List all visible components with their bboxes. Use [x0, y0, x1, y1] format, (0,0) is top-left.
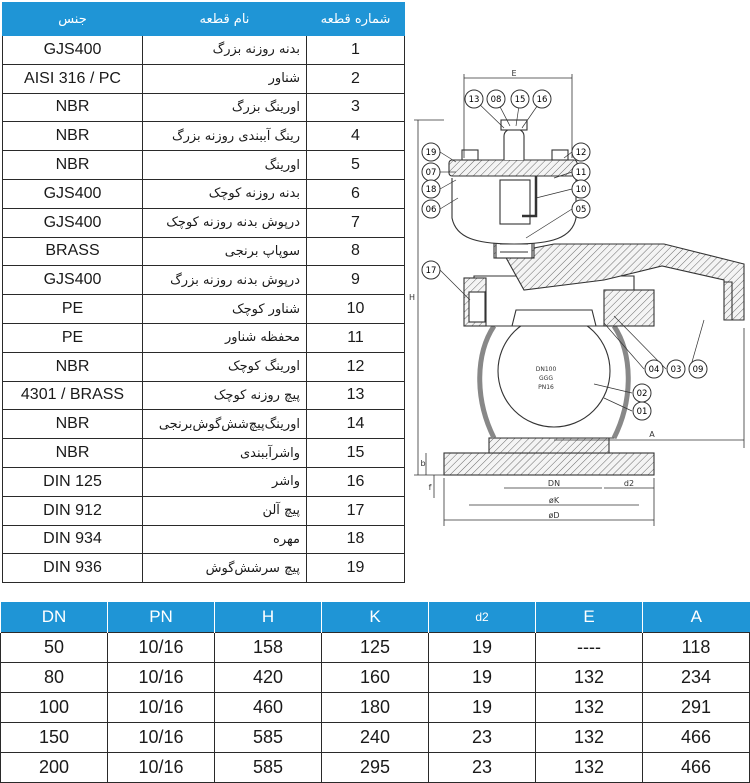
- dimension-cell: 180: [322, 692, 429, 722]
- part-name: اورینگ کوچک: [143, 352, 307, 381]
- dimension-row: [1, 632, 750, 662]
- dimension-cell: 118: [643, 632, 750, 662]
- parts-row: [3, 381, 405, 410]
- part-number: 9: [307, 266, 405, 295]
- dimension-header-k: K: [322, 602, 429, 632]
- svg-text:DN100: DN100: [535, 366, 557, 373]
- dimension-cell: 19: [429, 662, 536, 692]
- parts-row: [3, 266, 405, 295]
- bottom-flange: [444, 453, 654, 475]
- parts-row: [3, 179, 405, 208]
- part-name: پیچ سرشش‌گوش: [143, 554, 307, 583]
- callout-17: [422, 261, 440, 279]
- svg-text:16: 16: [536, 95, 548, 105]
- parts-row: [3, 352, 405, 381]
- parts-row: [3, 467, 405, 496]
- parts-row: [3, 496, 405, 525]
- dimension-cell: 132: [536, 662, 643, 692]
- dimension-cell: 23: [429, 722, 536, 752]
- callout-09: [689, 360, 707, 378]
- label-f: f: [428, 483, 432, 492]
- part-name: اورینگ بزرگ: [143, 93, 307, 122]
- part-name: محفظه شناور: [143, 323, 307, 352]
- part-material: DIN 934: [3, 525, 143, 554]
- dimension-cell: 19: [429, 632, 536, 662]
- parts-row: [3, 237, 405, 266]
- dimension-cell: 132: [536, 722, 643, 752]
- dimension-cell: 50: [1, 632, 108, 662]
- dimension-cell: 200: [1, 752, 108, 782]
- part-material: NBR: [3, 439, 143, 468]
- svg-text:05: 05: [575, 205, 587, 215]
- label-b: b: [420, 459, 426, 468]
- dimension-cell: 150: [1, 722, 108, 752]
- dimension-cell: 240: [322, 722, 429, 752]
- dimension-header-e: E: [536, 602, 643, 632]
- dimension-cell: 234: [643, 662, 750, 692]
- dimension-cell: 295: [322, 752, 429, 782]
- dimension-cell: 585: [215, 752, 322, 782]
- valve-outline: [444, 120, 744, 475]
- part-name: رینگ آببندی روزنه بزرگ: [143, 122, 307, 151]
- callout-08: [487, 90, 505, 108]
- label-H: H: [408, 293, 416, 302]
- part-material: NBR: [3, 410, 143, 439]
- dimension-cell: ----: [536, 632, 643, 662]
- svg-text:03: 03: [670, 365, 682, 375]
- dimension-cell: 132: [536, 752, 643, 782]
- callout-05: [572, 200, 590, 218]
- parts-row: [3, 439, 405, 468]
- part-number: 15: [307, 439, 405, 468]
- part-material: DIN 912: [3, 496, 143, 525]
- part-name: درپوش بدنه روزنه کوچک: [143, 208, 307, 237]
- part-name: واشرآببندی: [143, 439, 307, 468]
- svg-text:12: 12: [575, 148, 587, 158]
- parts-row: [3, 64, 405, 93]
- svg-text:02: 02: [636, 389, 648, 399]
- dimension-cell: 10/16: [108, 752, 215, 782]
- dimension-cell: 23: [429, 752, 536, 782]
- dimension-table: [0, 602, 750, 783]
- dimension-header-a: A: [643, 602, 750, 632]
- callout-07: [422, 163, 440, 181]
- part-material: DIN 936: [3, 554, 143, 583]
- part-name: واشر: [143, 467, 307, 496]
- small-cover: [449, 160, 577, 176]
- parts-table: [2, 2, 405, 583]
- parts-row: [3, 36, 405, 65]
- dimension-cell: 132: [536, 692, 643, 722]
- label-D: øD: [548, 511, 560, 520]
- callout-12: [572, 143, 590, 161]
- dimension-header-h: H: [215, 602, 322, 632]
- part-number: 10: [307, 295, 405, 324]
- part-number: 5: [307, 151, 405, 180]
- dimension-cell: 10/16: [108, 722, 215, 752]
- part-material: GJS400: [3, 36, 143, 65]
- label-DN: DN: [547, 479, 561, 488]
- svg-text:06: 06: [425, 205, 437, 215]
- part-material: GJS400: [3, 208, 143, 237]
- part-name: شناور کوچک: [143, 295, 307, 324]
- svg-text:GGG: GGG: [539, 375, 553, 382]
- dimension-cell: 100: [1, 692, 108, 722]
- part-name: بدنه روزنه بزرگ: [143, 36, 307, 65]
- part-number: 13: [307, 381, 405, 410]
- parts-header-row: [3, 3, 405, 36]
- dimension-row: [1, 692, 750, 722]
- part-number: 14: [307, 410, 405, 439]
- dimension-row: [1, 722, 750, 752]
- dimension-cell: 19: [429, 692, 536, 722]
- parts-row: [3, 208, 405, 237]
- part-name: پیچ آلن: [143, 496, 307, 525]
- part-number-header: شماره قطعه: [307, 3, 405, 36]
- parts-row: [3, 122, 405, 151]
- svg-text:11: 11: [575, 168, 587, 178]
- callout-03: [667, 360, 685, 378]
- dimension-cell: 160: [322, 662, 429, 692]
- part-material: 4301 / BRASS: [3, 381, 143, 410]
- parts-row: [3, 554, 405, 583]
- svg-text:PN16: PN16: [538, 384, 554, 391]
- svg-text:13: 13: [468, 95, 480, 105]
- part-name: اورینگ: [143, 151, 307, 180]
- part-name: پیچ روزنه کوچک: [143, 381, 307, 410]
- parts-body: [3, 36, 405, 583]
- part-number: 3: [307, 93, 405, 122]
- part-number: 11: [307, 323, 405, 352]
- dimension-body: [1, 632, 750, 782]
- dimension-header-pn: PN: [108, 602, 215, 632]
- svg-text:19: 19: [425, 148, 437, 158]
- part-material: NBR: [3, 122, 143, 151]
- part-number: 18: [307, 525, 405, 554]
- part-name: سوپاپ برنجی: [143, 237, 307, 266]
- part-number: 8: [307, 237, 405, 266]
- part-material: AISI 316 / PC: [3, 64, 143, 93]
- dimension-header-dn: DN: [1, 602, 108, 632]
- part-number: 12: [307, 352, 405, 381]
- dimension-cell: 158: [215, 632, 322, 662]
- part-name: درپوش بدنه روزنه بزرگ: [143, 266, 307, 295]
- dimension-cell: 10/16: [108, 632, 215, 662]
- part-number: 17: [307, 496, 405, 525]
- svg-text:18: 18: [425, 185, 437, 195]
- svg-text:15: 15: [514, 95, 526, 105]
- label-A: A: [649, 430, 655, 439]
- part-material: NBR: [3, 93, 143, 122]
- part-name: اورینگ‌پیچ‌شش‌گوش‌برنجی: [143, 410, 307, 439]
- dimension-cell: 466: [643, 752, 750, 782]
- svg-text:09: 09: [692, 365, 704, 375]
- callout-19: [422, 143, 440, 161]
- part-name: مهره: [143, 525, 307, 554]
- callout-11: [572, 163, 590, 181]
- part-number: 6: [307, 179, 405, 208]
- label-d2: d2: [623, 479, 635, 488]
- dimension-cell: 80: [1, 662, 108, 692]
- part-number: 19: [307, 554, 405, 583]
- dimension-cell: 420: [215, 662, 322, 692]
- svg-text:04: 04: [648, 365, 660, 375]
- dimension-cell: 585: [215, 722, 322, 752]
- callout-18: [422, 180, 440, 198]
- part-number: 4: [307, 122, 405, 151]
- part-material: BRASS: [3, 237, 143, 266]
- callout-02: [633, 384, 651, 402]
- callout-16: [533, 90, 551, 108]
- label-K: øK: [548, 496, 560, 505]
- dimension-row: [1, 662, 750, 692]
- valve-drawing: [404, 68, 750, 538]
- parts-row: [3, 323, 405, 352]
- svg-text:07: 07: [425, 168, 437, 178]
- part-material: GJS400: [3, 179, 143, 208]
- callout-15: [511, 90, 529, 108]
- part-material: DIN 125: [3, 467, 143, 496]
- dimension-header-row: [1, 602, 750, 632]
- callout-04: [645, 360, 663, 378]
- dimension-row: [1, 752, 750, 782]
- part-name-header: نام قطعه: [143, 3, 307, 36]
- svg-text:08: 08: [490, 95, 502, 105]
- parts-row: [3, 295, 405, 324]
- part-number: 1: [307, 36, 405, 65]
- material-header: جنس: [3, 3, 143, 36]
- callout-06: [422, 200, 440, 218]
- dimension-cell: 291: [643, 692, 750, 722]
- top-screw: [504, 129, 524, 161]
- dimension-cell: 466: [643, 722, 750, 752]
- callout-01: [633, 402, 651, 420]
- part-material: NBR: [3, 151, 143, 180]
- part-number: 7: [307, 208, 405, 237]
- dimension-cell: 460: [215, 692, 322, 722]
- svg-text:01: 01: [636, 407, 648, 417]
- dimension-header-d2: d2: [429, 602, 536, 632]
- part-name: شناور: [143, 64, 307, 93]
- svg-text:10: 10: [575, 185, 587, 195]
- part-material: GJS400: [3, 266, 143, 295]
- dimension-cell: 10/16: [108, 692, 215, 722]
- dimension-cell: 125: [322, 632, 429, 662]
- parts-row: [3, 525, 405, 554]
- side-bolt: [469, 292, 485, 322]
- part-material: PE: [3, 323, 143, 352]
- svg-text:17: 17: [425, 266, 437, 276]
- part-material: PE: [3, 295, 143, 324]
- part-name: بدنه روزنه کوچک: [143, 179, 307, 208]
- dimension-cell: 10/16: [108, 662, 215, 692]
- part-number: 16: [307, 467, 405, 496]
- label-E: E: [511, 69, 517, 78]
- part-material: NBR: [3, 352, 143, 381]
- parts-row: [3, 93, 405, 122]
- callout-10: [572, 180, 590, 198]
- parts-row: [3, 151, 405, 180]
- part-number: 2: [307, 64, 405, 93]
- callout-13: [465, 90, 483, 108]
- parts-row: [3, 410, 405, 439]
